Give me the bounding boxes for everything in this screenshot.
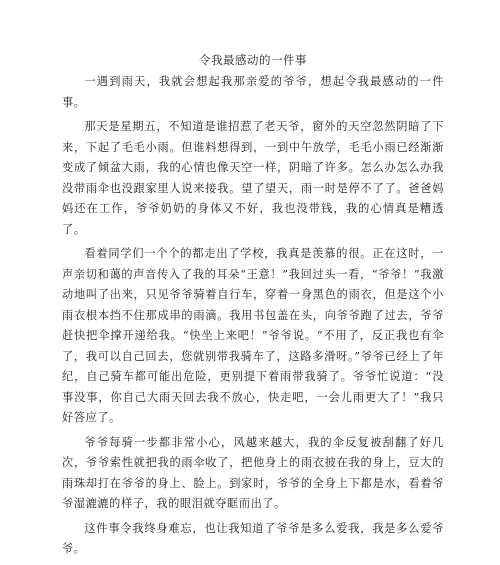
paragraph-1: 一遇到雨天，我就会想起我那亲爱的爷爷，想起令我最感动的一件事。 xyxy=(62,75,444,109)
paragraph-3: 看着同学们一个个的都走出了学校，我真是羡慕的很。正在这时，一声亲切和蔼的声音传入了我的耳朵“王意！”我回过头一看，“爷爷！”我激动地叫了出来，只见爷爷骑着自行车，穿着一身黑色的雨衣，但是这个小雨衣根本挡不住那成串的雨滴。我用书包盖在头，向爷爷跑了过去，爷爷赶快把伞撑开递给我。“快坐上来吧！”爷爷说。“不用了，反正我也有伞了，我可以自己回去，您就别带我骑车了，这路多滑呀。”爷爷已经上了年纪，自己骑车都可能出危险，更别提下着雨带我骑了。爷爷忙说道：“没事没事，你自己大雨天回去我不放心，快走吧，一会儿雨更大了！”我只好答应了。 xyxy=(62,247,444,424)
document-title: 令我最感动的一件事 xyxy=(199,53,307,67)
paragraph-5: 这件事令我终身难忘，也让我知道了爷爷是多么爱我，我是多么爱爷爷。 xyxy=(62,521,444,555)
paragraph-2: 那天是星期五，不知道是谁招惹了老天爷，窗外的天空忽然阴暗了下来，下起了毛毛小雨。但谁料想得到，一到中午放学，毛毛小雨已经渐渐变成了倾盆大雨，我的心情也像天空一样，阴暗了许多。怎么办怎么办我没带雨伞也没跟家里人说来接我。望了望天，雨一时是停不了了。爸爸妈妈还在工作，爷爷奶奶的身体又不好，我也没带钱，我的心情真是糟透了。 xyxy=(62,120,444,236)
paragraph-4: 爷爷每骑一步都非常小心，风越来越大，我的伞反复被刮翻了好几次，爷爷索性就把我的雨伞收了，把他身上的雨衣披在我的身上，豆大的雨珠却打在爷爷的身上、脸上。到家时，爷爷的全身上下都是水，看着爷爷湿漉漉的样子，我的眼泪就夺眶而出了。 xyxy=(62,435,444,510)
